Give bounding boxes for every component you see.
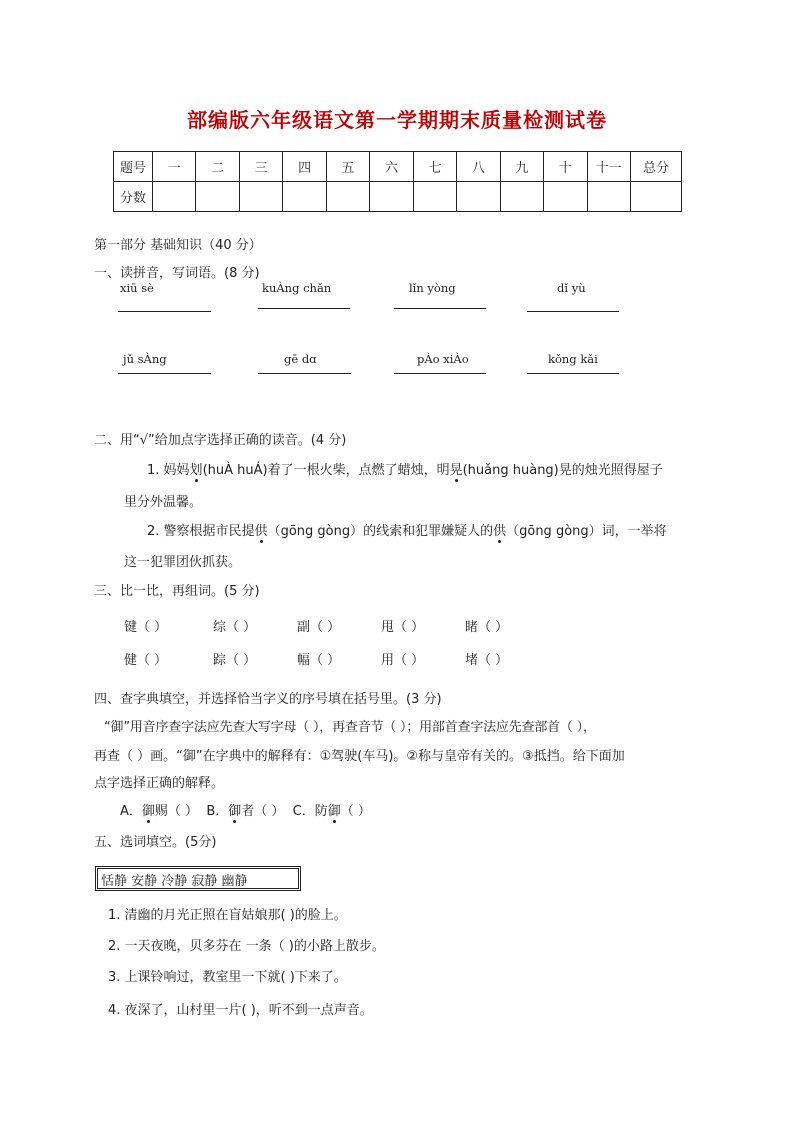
- score-cell[interactable]: [283, 182, 326, 212]
- answer-line[interactable]: [258, 308, 350, 309]
- option-c-text: （ ）: [340, 804, 371, 819]
- score-table-score-row: [114, 182, 682, 212]
- q3-cell: 睹（ ）: [465, 620, 509, 635]
- score-cell[interactable]: [326, 182, 369, 212]
- answer-line[interactable]: [258, 373, 351, 374]
- answer-line[interactable]: [394, 308, 486, 309]
- score-col-8: 八: [457, 152, 500, 182]
- q5-item: 1. 清幽的月光正照在盲姑娘那( )的脸上。: [108, 908, 347, 923]
- q2-item2-text: （gōng gòng）词，一举将: [506, 524, 667, 539]
- q2-item1: [147, 459, 663, 478]
- answer-line[interactable]: [394, 373, 486, 374]
- answer-line[interactable]: [118, 373, 211, 374]
- dotted-char: 供: [493, 524, 507, 539]
- q3-cell: 堵（ ）: [465, 653, 509, 668]
- score-cell[interactable]: [370, 182, 413, 212]
- word-bank: 恬静 安静 冷静 寂静 幽静: [101, 874, 248, 889]
- score-col-7: 七: [413, 152, 456, 182]
- score-cell[interactable]: [153, 182, 196, 212]
- q2-item1-cont: 里分外温馨。: [124, 495, 203, 510]
- dotted-char: 晃: [449, 463, 463, 478]
- q2-heading: 二、用“√”给加点字选择正确的读音。(4 分): [94, 433, 347, 448]
- part1-heading: 第一部分 基础知识（40 分）: [94, 238, 262, 253]
- score-cell[interactable]: [196, 182, 239, 212]
- option-b-text: 者（ ）: [241, 804, 285, 819]
- score-col-1: 一: [153, 152, 196, 182]
- score-col-4: 四: [283, 152, 326, 182]
- option-c-label: C．防: [292, 804, 328, 819]
- score-cell[interactable]: [587, 182, 630, 212]
- pinyin-2: kuÀng chǎn: [262, 281, 332, 295]
- q3-cell: 幅（ ）: [297, 653, 341, 668]
- q5-item: 2. 一天夜晚，贝多芬在 一条（ )的小路上散步。: [108, 939, 385, 954]
- q2-item1-text: (huÀ huÁ)着了一根火柴，点燃了蜡烛，明: [202, 463, 450, 478]
- pinyin-7: pÀo xiÀo: [417, 352, 469, 366]
- score-cell[interactable]: [413, 182, 456, 212]
- q2-item2-cont: 这一犯罪团伙抓获。: [124, 555, 242, 570]
- score-cell[interactable]: [544, 182, 587, 212]
- score-cell[interactable]: [500, 182, 543, 212]
- q4-options: [120, 800, 371, 819]
- q2-item2: [147, 520, 667, 539]
- answer-line[interactable]: [118, 311, 211, 312]
- dotted-char: 划: [189, 463, 203, 478]
- q3-cell: 健（ ）: [124, 653, 168, 668]
- q3-cell: 副（ ）: [297, 620, 341, 635]
- dotted-char: 御: [327, 804, 341, 819]
- q4-heading: 四、查字典填空，并选择恰当字义的序号填在括号里。(3 分): [94, 692, 442, 707]
- score-col-6: 六: [370, 152, 413, 182]
- q4-line2: 再查（ ）画。“御”在字典中的解释有：①驾驶(车马)。②称与皇帝有关的。③抵挡。给下面加: [94, 749, 625, 764]
- q3-cell: 甩（ ）: [381, 620, 425, 635]
- q3-cell: 用（ ）: [381, 653, 425, 668]
- pinyin-1: xiū sè: [120, 281, 154, 295]
- answer-line[interactable]: [527, 373, 619, 374]
- score-col-2: 二: [196, 152, 239, 182]
- score-col-9: 九: [500, 152, 543, 182]
- score-cell[interactable]: [457, 182, 500, 212]
- dotted-char: 御: [141, 804, 155, 819]
- score-col-5: 五: [326, 152, 369, 182]
- dotted-char: 供: [254, 524, 268, 539]
- answer-line[interactable]: [527, 311, 619, 312]
- pinyin-3: lǐn yòng: [409, 281, 456, 295]
- score-row-label: 分数: [114, 182, 153, 212]
- option-b-label: B．: [206, 804, 229, 819]
- option-a-label: A．: [120, 804, 142, 819]
- pinyin-4: dǐ yù: [557, 281, 586, 295]
- q4-line1: “御”用音序查字法应先查大写字母（ ），再查音节（ ）；用部首查字法应先查部首（ ），: [104, 720, 596, 735]
- option-a-text: 赐（ ）: [154, 804, 199, 819]
- q3-heading: 三、比一比，再组词。(5 分): [94, 584, 260, 599]
- score-table-header-row: [114, 152, 682, 182]
- q2-item1-text: 1. 妈妈: [147, 463, 190, 478]
- q2-item2-text: 2. 警察根据市民提: [147, 524, 255, 539]
- score-cell[interactable]: [631, 182, 682, 212]
- q5-heading: 五、选词填空。(5分): [94, 835, 217, 850]
- score-table: [113, 151, 682, 212]
- score-col-3: 三: [239, 152, 282, 182]
- q5-item: 4. 夜深了，山村里一片( )，听不到一点声音。: [108, 1003, 373, 1018]
- q2-item2-text: （gōng gòng）的线索和犯罪嫌疑人的: [267, 524, 494, 539]
- score-col-11: 十一: [587, 152, 630, 182]
- page-title: 部编版六年级语文第一学期期末质量检测试卷: [187, 108, 607, 132]
- score-col-10: 十: [544, 152, 587, 182]
- q1-heading: 一、读拼音，写词语。(8 分): [94, 266, 260, 281]
- pinyin-5: jǔ sÀng: [123, 352, 167, 366]
- score-cell[interactable]: [239, 182, 282, 212]
- q3-cell: 踪（ ）: [213, 653, 257, 668]
- score-col-total: 总分: [631, 152, 682, 182]
- pinyin-8: kǒng kǎi: [548, 352, 598, 366]
- q3-cell: 键（ ）: [124, 620, 168, 635]
- q5-item: 3. 上课铃响过，教室里一下就( )下来了。: [108, 970, 347, 985]
- q3-cell: 综（ ）: [213, 620, 257, 635]
- score-header-label: 题号: [114, 152, 153, 182]
- q2-item1-text: (huǎng huàng)晃的烛光照得屋子: [462, 463, 663, 478]
- dotted-char: 御: [228, 804, 242, 819]
- pinyin-6: gē dɑ: [284, 352, 317, 366]
- q4-line3: 点字选择正确的解释。: [94, 776, 225, 791]
